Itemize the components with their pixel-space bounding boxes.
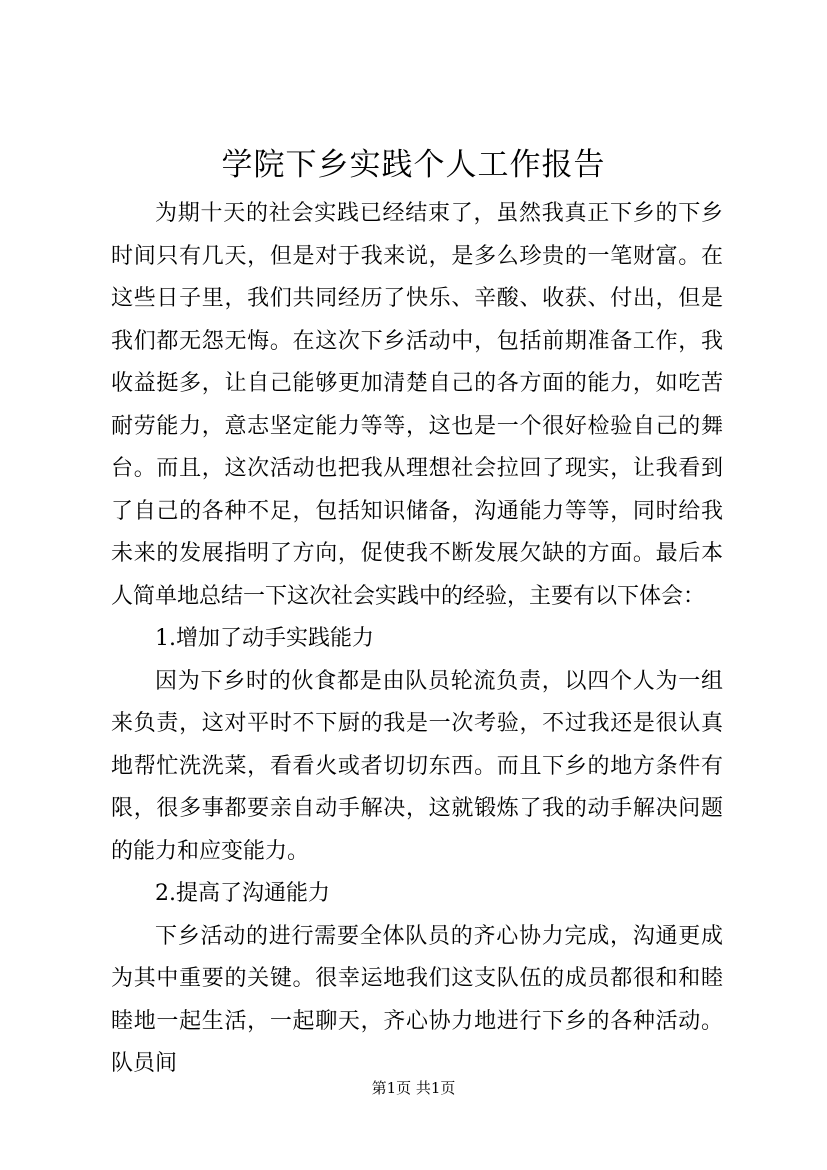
page-number-footer: 第1页 共1页	[371, 1079, 456, 1097]
paragraph-intro: 为期十天的社会实践已经结束了，虽然我真正下乡的下乡时间只有几天，但是对于我来说，是多么珍贵的一笔财富。在这些日子里，我们共同经历了快乐、辛酸、收获、付出，但是我们都无怨无悔。在这次下乡活动中，包括前期准备工作，我收益挺多，让自己能够更加清楚自己的各方面的能力，如吃苦耐劳能力，意志坚定能力等等，这也是一个很好检验自己的舞台。而且，这次活动也把我从理想社会拉回了现实，让我看到了自己的各种不足，包括知识储备，沟通能力等等，同时给我未来的发展指明了方向，促使我不断发展欠缺的方面。最后本人简单地总结一下这次社会实践中的经验，主要有以下体会：	[111, 201, 723, 609]
document-title: 学院下乡实践个人工作报告	[221, 147, 606, 183]
section-heading-communication: 2.提高了沟通能力	[155, 881, 330, 906]
paragraph-hands-on: 因为下乡时的伙食都是由队员轮流负责，以四个人为一组来负责，这对平时不下厨的我是一次考验，不过我还是很认真地帮忙洗洗菜，看看火或者切切东西。而且下乡的地方条件有限，很多事都要亲自动手解决，这就锻炼了我的动手解决问题的能力和应变能力。	[111, 668, 723, 864]
document-body	[111, 193, 723, 1086]
paragraph-communication: 下乡活动的进行需要全体队员的齐心协力完成，沟通更成为其中重要的关键。很幸运地我们这支队伍的成员都很和和睦睦地一起生活，一起聊天，齐心协力地进行下乡的各种活动。队员间	[111, 923, 723, 1076]
section-heading-hands-on: 1.增加了动手实践能力	[155, 626, 374, 651]
